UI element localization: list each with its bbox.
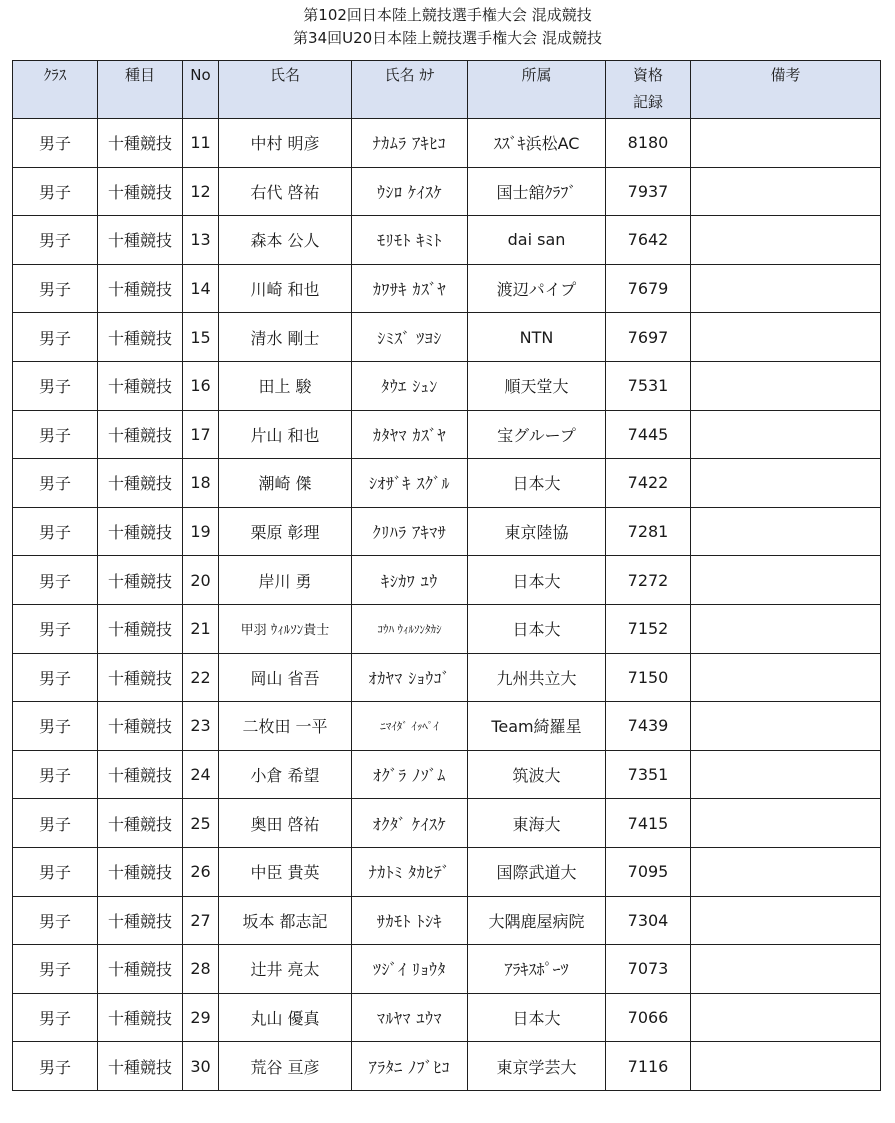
bib-number-cell: 14 xyxy=(183,264,219,313)
class-cell: 男子 xyxy=(13,847,98,896)
table-row xyxy=(13,410,881,459)
table-row xyxy=(13,653,881,702)
athlete-name-cell: 右代 啓祐 xyxy=(219,167,352,216)
athlete-kana-cell: ﾀｳｴ ｼｭﾝ xyxy=(352,361,468,410)
u20-championship-title: 第34回U20日本陸上競技選手権大会 混成競技 xyxy=(293,29,602,47)
bib-number-cell: 18 xyxy=(183,459,219,508)
qualifying-record-cell: 7304 xyxy=(606,896,691,945)
qualifying-record-cell: 7272 xyxy=(606,556,691,605)
table-row xyxy=(13,896,881,945)
class-cell: 男子 xyxy=(13,264,98,313)
affiliation-cell: 渡辺パイプ xyxy=(468,264,606,313)
class-cell: 男子 xyxy=(13,702,98,751)
athlete-name-cell: 片山 和也 xyxy=(219,410,352,459)
affiliation-cell: NTN xyxy=(468,313,606,362)
athlete-name-cell: 岸川 勇 xyxy=(219,556,352,605)
athlete-name-cell: 小倉 希望 xyxy=(219,750,352,799)
affiliation-cell: 東京学芸大 xyxy=(468,1042,606,1091)
bib-number-cell: 15 xyxy=(183,313,219,362)
bib-number-cell: 17 xyxy=(183,410,219,459)
affiliation-cell: dai san xyxy=(468,216,606,265)
event-cell: 十種競技 xyxy=(98,993,183,1042)
athlete-kana-cell: ﾆﾏｲﾀﾞ ｲｯﾍﾟｲ xyxy=(352,702,468,751)
athlete-kana-cell: ｷｼｶﾜ ﾕｳ xyxy=(352,556,468,605)
table-row xyxy=(13,507,881,556)
championship-title: 第102回日本陸上競技選手権大会 混成競技 xyxy=(303,6,592,24)
athlete-name-cell: 奥田 啓祐 xyxy=(219,799,352,848)
event-cell: 十種競技 xyxy=(98,750,183,799)
event-cell: 十種競技 xyxy=(98,167,183,216)
qualifying-record-cell: 7422 xyxy=(606,459,691,508)
qualifying-record-cell: 7642 xyxy=(606,216,691,265)
affiliation-cell: 東海大 xyxy=(468,799,606,848)
qualifying-record-cell: 7073 xyxy=(606,945,691,994)
event-cell: 十種競技 xyxy=(98,604,183,653)
athlete-kana-cell: ｵｸﾞﾗ ﾉｿﾞﾑ xyxy=(352,750,468,799)
bib-number-cell: 16 xyxy=(183,361,219,410)
notes-cell xyxy=(691,459,881,508)
table-row xyxy=(13,167,881,216)
notes-cell xyxy=(691,556,881,605)
affiliation-cell: 東京陸協 xyxy=(468,507,606,556)
qualifying-record-cell: 7937 xyxy=(606,167,691,216)
table-row xyxy=(13,945,881,994)
notes-cell xyxy=(691,896,881,945)
athlete-kana-cell: ｸﾘﾊﾗ ｱｷﾏｻ xyxy=(352,507,468,556)
notes-cell xyxy=(691,993,881,1042)
class-cell: 男子 xyxy=(13,604,98,653)
table-row xyxy=(13,459,881,508)
athlete-name-cell: 甲羽 ｳｨﾙｿﾝ貴士 xyxy=(219,604,352,653)
event-cell: 十種競技 xyxy=(98,459,183,508)
notes-cell xyxy=(691,410,881,459)
table-row xyxy=(13,604,881,653)
qualifying-record-cell: 7351 xyxy=(606,750,691,799)
notes-cell xyxy=(691,847,881,896)
athlete-kana-cell: ｳｼﾛ ｹｲｽｹ xyxy=(352,167,468,216)
column-header-affiliation: 所属 xyxy=(468,61,606,119)
bib-number-cell: 23 xyxy=(183,702,219,751)
table-row xyxy=(13,993,881,1042)
class-cell: 男子 xyxy=(13,167,98,216)
entry-list-table xyxy=(12,60,881,1091)
athlete-kana-cell: ｱﾗﾀﾆ ﾉﾌﾞﾋｺ xyxy=(352,1042,468,1091)
class-cell: 男子 xyxy=(13,1042,98,1091)
class-cell: 男子 xyxy=(13,507,98,556)
athlete-name-cell: 荒谷 亘彦 xyxy=(219,1042,352,1091)
notes-cell xyxy=(691,799,881,848)
event-cell: 十種競技 xyxy=(98,653,183,702)
table-header-row xyxy=(13,61,881,119)
athlete-name-cell: 森本 公人 xyxy=(219,216,352,265)
qualifying-record-cell: 8180 xyxy=(606,119,691,168)
qualifying-record-cell: 7066 xyxy=(606,993,691,1042)
affiliation-cell: Team綺羅星 xyxy=(468,702,606,751)
class-cell: 男子 xyxy=(13,750,98,799)
athlete-kana-cell: ｵｶﾔﾏ ｼｮｳｺﾞ xyxy=(352,653,468,702)
notes-cell xyxy=(691,216,881,265)
table-row xyxy=(13,313,881,362)
notes-cell xyxy=(691,702,881,751)
qualifying-record-cell: 7679 xyxy=(606,264,691,313)
notes-cell xyxy=(691,264,881,313)
bib-number-cell: 11 xyxy=(183,119,219,168)
bib-number-cell: 27 xyxy=(183,896,219,945)
event-cell: 十種競技 xyxy=(98,216,183,265)
affiliation-cell: 筑波大 xyxy=(468,750,606,799)
table-row xyxy=(13,702,881,751)
column-header-name: 氏名 xyxy=(219,61,352,119)
qualifying-record-cell: 7445 xyxy=(606,410,691,459)
athlete-name-cell: 清水 剛士 xyxy=(219,313,352,362)
qualifying-record-cell: 7095 xyxy=(606,847,691,896)
qualifying-record-cell: 7415 xyxy=(606,799,691,848)
column-header-no: No xyxy=(183,61,219,119)
table-row xyxy=(13,799,881,848)
athlete-name-cell: 坂本 都志記 xyxy=(219,896,352,945)
athlete-kana-cell: ﾂｼﾞｲ ﾘｮｳﾀ xyxy=(352,945,468,994)
athlete-kana-cell: ｼﾐｽﾞ ﾂﾖｼ xyxy=(352,313,468,362)
notes-cell xyxy=(691,750,881,799)
qualifying-record-cell: 7439 xyxy=(606,702,691,751)
affiliation-cell: 国際武道大 xyxy=(468,847,606,896)
bib-number-cell: 24 xyxy=(183,750,219,799)
notes-cell xyxy=(691,945,881,994)
athlete-name-cell: 潮崎 傑 xyxy=(219,459,352,508)
bib-number-cell: 26 xyxy=(183,847,219,896)
athlete-name-cell: 川崎 和也 xyxy=(219,264,352,313)
notes-cell xyxy=(691,361,881,410)
class-cell: 男子 xyxy=(13,216,98,265)
entry-list-body xyxy=(13,119,881,1091)
athlete-name-cell: 田上 駿 xyxy=(219,361,352,410)
qualifying-record-cell: 7281 xyxy=(606,507,691,556)
notes-cell xyxy=(691,653,881,702)
athlete-kana-cell: ﾅｶﾑﾗ ｱｷﾋｺ xyxy=(352,119,468,168)
athlete-kana-cell: ｶﾀﾔﾏ ｶｽﾞﾔ xyxy=(352,410,468,459)
affiliation-cell: 九州共立大 xyxy=(468,653,606,702)
athlete-name-cell: 中村 明彦 xyxy=(219,119,352,168)
affiliation-cell: 日本大 xyxy=(468,459,606,508)
class-cell: 男子 xyxy=(13,361,98,410)
athlete-name-cell: 栗原 彰理 xyxy=(219,507,352,556)
athlete-kana-cell: ﾏﾙﾔﾏ ﾕｳﾏ xyxy=(352,993,468,1042)
column-header-event: 種目 xyxy=(98,61,183,119)
table-row xyxy=(13,264,881,313)
bib-number-cell: 12 xyxy=(183,167,219,216)
event-cell: 十種競技 xyxy=(98,847,183,896)
affiliation-cell: 順天堂大 xyxy=(468,361,606,410)
event-cell: 十種競技 xyxy=(98,313,183,362)
affiliation-cell: 日本大 xyxy=(468,604,606,653)
athlete-kana-cell: ｻｶﾓﾄ ﾄｼｷ xyxy=(352,896,468,945)
bib-number-cell: 20 xyxy=(183,556,219,605)
event-cell: 十種競技 xyxy=(98,896,183,945)
athlete-kana-cell: ﾅｶﾄﾐ ﾀｶﾋﾃﾞ xyxy=(352,847,468,896)
event-cell: 十種競技 xyxy=(98,361,183,410)
document-header xyxy=(0,4,895,50)
qualifying-record-cell: 7531 xyxy=(606,361,691,410)
event-cell: 十種競技 xyxy=(98,556,183,605)
notes-cell xyxy=(691,167,881,216)
record-header-line2: 記録 xyxy=(632,93,663,111)
athlete-name-cell: 丸山 優真 xyxy=(219,993,352,1042)
qualifying-record-cell: 7116 xyxy=(606,1042,691,1091)
affiliation-cell: 国士舘ｸﾗﾌﾞ xyxy=(468,167,606,216)
qualifying-record-cell: 7152 xyxy=(606,604,691,653)
affiliation-cell: 大隅鹿屋病院 xyxy=(468,896,606,945)
bib-number-cell: 22 xyxy=(183,653,219,702)
affiliation-cell: ｱﾗｷｽﾎﾟｰﾂ xyxy=(468,945,606,994)
athlete-name-cell: 辻井 亮太 xyxy=(219,945,352,994)
affiliation-cell: ｽｽﾞｷ浜松AC xyxy=(468,119,606,168)
column-header-class: ｸﾗｽ xyxy=(13,61,98,119)
event-cell: 十種競技 xyxy=(98,264,183,313)
affiliation-cell: 日本大 xyxy=(468,993,606,1042)
class-cell: 男子 xyxy=(13,653,98,702)
athlete-kana-cell: ｶﾜｻｷ ｶｽﾞﾔ xyxy=(352,264,468,313)
class-cell: 男子 xyxy=(13,945,98,994)
athlete-kana-cell: ｵｸﾀﾞ ｹｲｽｹ xyxy=(352,799,468,848)
athlete-kana-cell: ｺｳﾊ ｳｨﾙｿﾝﾀｶｼ xyxy=(352,604,468,653)
event-cell: 十種競技 xyxy=(98,119,183,168)
notes-cell xyxy=(691,604,881,653)
athlete-name-cell: 二枚田 一平 xyxy=(219,702,352,751)
event-cell: 十種競技 xyxy=(98,945,183,994)
table-row xyxy=(13,119,881,168)
table-row xyxy=(13,216,881,265)
bib-number-cell: 19 xyxy=(183,507,219,556)
table-row xyxy=(13,750,881,799)
event-cell: 十種競技 xyxy=(98,1042,183,1091)
table-row xyxy=(13,847,881,896)
table-row xyxy=(13,1042,881,1091)
class-cell: 男子 xyxy=(13,459,98,508)
event-cell: 十種競技 xyxy=(98,799,183,848)
athlete-kana-cell: ﾓﾘﾓﾄ ｷﾐﾄ xyxy=(352,216,468,265)
affiliation-cell: 日本大 xyxy=(468,556,606,605)
bib-number-cell: 13 xyxy=(183,216,219,265)
class-cell: 男子 xyxy=(13,896,98,945)
class-cell: 男子 xyxy=(13,993,98,1042)
column-header-kana: 氏名 ｶﾅ xyxy=(352,61,468,119)
bib-number-cell: 29 xyxy=(183,993,219,1042)
event-cell: 十種競技 xyxy=(98,507,183,556)
column-header-record xyxy=(606,61,691,119)
table-row xyxy=(13,556,881,605)
notes-cell xyxy=(691,1042,881,1091)
athlete-name-cell: 中臣 貴英 xyxy=(219,847,352,896)
affiliation-cell: 宝グループ xyxy=(468,410,606,459)
athlete-name-cell: 岡山 省吾 xyxy=(219,653,352,702)
event-cell: 十種競技 xyxy=(98,410,183,459)
bib-number-cell: 28 xyxy=(183,945,219,994)
event-cell: 十種競技 xyxy=(98,702,183,751)
class-cell: 男子 xyxy=(13,556,98,605)
bib-number-cell: 25 xyxy=(183,799,219,848)
bib-number-cell: 30 xyxy=(183,1042,219,1091)
notes-cell xyxy=(691,119,881,168)
record-header-line1: 資格 xyxy=(632,66,663,84)
athlete-kana-cell: ｼｵｻﾞｷ ｽｸﾞﾙ xyxy=(352,459,468,508)
bib-number-cell: 21 xyxy=(183,604,219,653)
class-cell: 男子 xyxy=(13,313,98,362)
class-cell: 男子 xyxy=(13,799,98,848)
table-row xyxy=(13,361,881,410)
qualifying-record-cell: 7150 xyxy=(606,653,691,702)
qualifying-record-cell: 7697 xyxy=(606,313,691,362)
class-cell: 男子 xyxy=(13,410,98,459)
notes-cell xyxy=(691,507,881,556)
column-header-notes: 備考 xyxy=(691,61,881,119)
class-cell: 男子 xyxy=(13,119,98,168)
notes-cell xyxy=(691,313,881,362)
